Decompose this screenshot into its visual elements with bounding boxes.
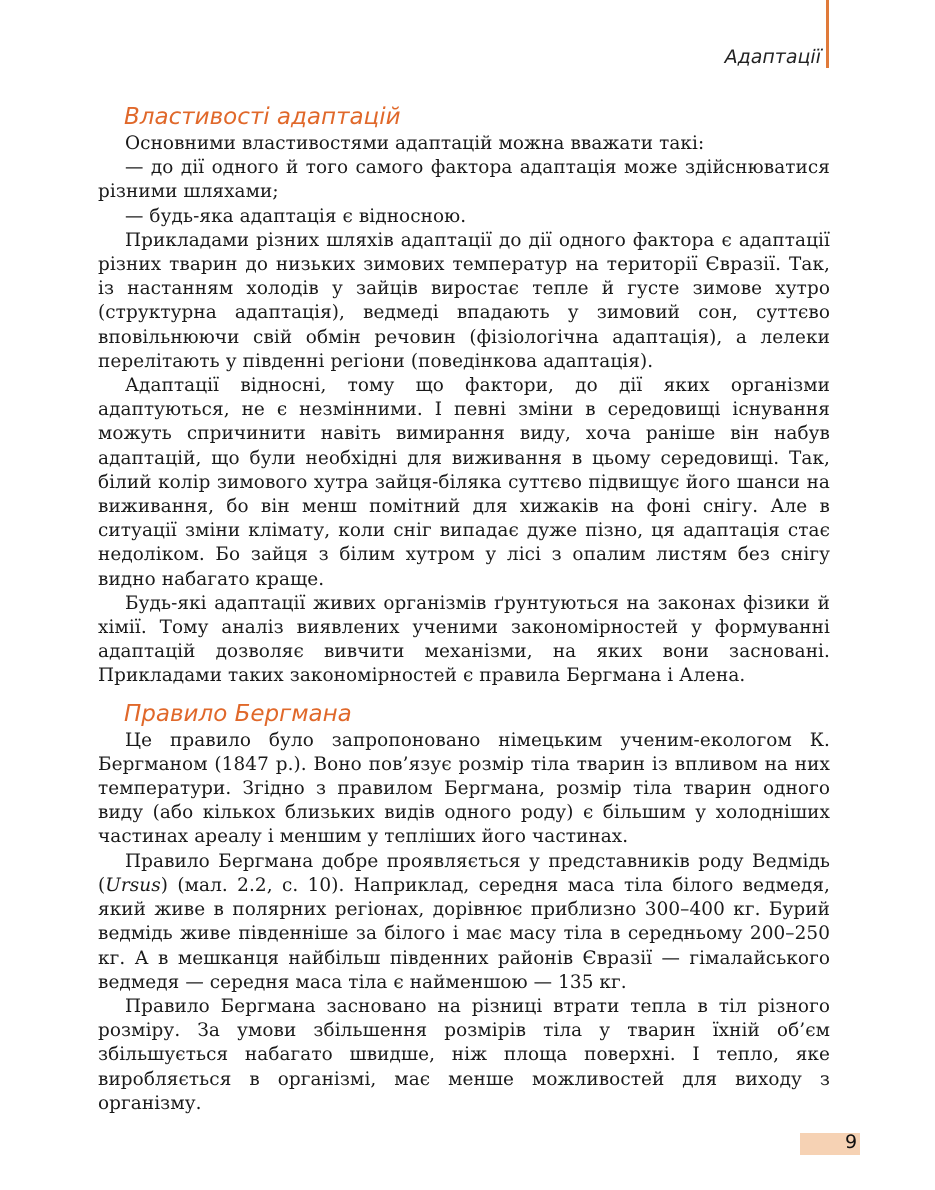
paragraph	[98, 850, 830, 995]
paragraph: Правило Бергмана засновано на різниці втрати тепла в тіл різного розміру. За умови збільшення розмірів тіла у тварин їхній об’єм збільшується набагато швидше, ніж площа поверхні. І тепло, яке виробляється в організмі, має менше можливостей для виходу з організму.	[98, 995, 830, 1114]
genus-name: Ursus	[105, 874, 161, 896]
paragraph: Основними властивостями адаптацій можна вважати такі:	[125, 133, 705, 154]
section-heading-bergman: Правило Бергмана	[124, 700, 352, 727]
list-item: — до дії одного й того самого фактора адаптація може здійснюватися різними шляхами;	[98, 157, 830, 203]
paragraph: Прикладами різних шляхів адаптації до дії одного фактора є адаптації різних тварин до низьких зимових температур на території Євразії. Так, із настанням холодів у зайців виростає тепле й густе зимове хутро (структурна адаптація), ведмеді впадають у зимовий сон, суттєво вповільнюючи свій обмін речовин (фізіологічна адаптація), а лелеки перелітають у південні регіони (поведінкова адаптація).	[98, 229, 830, 372]
paragraph: Будь-які адаптації живих організмів ґрунтуються на законах фізики й хімії. Тому аналіз виявлених ученими закономірностей у формуванні адаптацій дозволяє вивчити механізми, на яких вони засновані. Прикладами таких закономірностей є правила Бергмана і Алена.	[98, 592, 830, 687]
list-item: — будь-яка адаптація є відносною.	[125, 205, 467, 227]
text-run: ) (мал. 2.2, с. 10). Наприклад, середня маса тіла білого ведмедя, який живе в полярних регіонах, дорівнює приблизно 300–400 кг. Бурий ведмідь живе південніше за білого і має масу тіла в середньому 200–250 кг. А в мешканця найбільш південних районів Євразії — гімалайського ведмедя — середня маса тіла є найменшою — 135 кг.	[98, 874, 830, 993]
paragraph: Адаптації відносні, тому що фактори, до дії яких організми адаптуються, не є незмінними. І певні зміни в середовищі існування можуть спричинити навіть вимирання виду, хоча раніше він набув адаптацій, що були необхідні для виживання в цьому середовищі. Так, білий колір зимового хутра зайця-біляка суттєво підвищує його шанси на виживання, бо він менш помітний для хижаків на фоні снігу. Але в ситуації зміни клімату, коли сніг випадає дуже пізно, ця адаптація стає недоліком. Бо зайця з білим хутром у лісі з опалим листям без снігу видно набагато краще.	[98, 375, 830, 590]
page-content	[98, 102, 830, 1116]
paragraph: Це правило було запропоновано німецьким ученим-екологом К. Бергманом (1847 р.). Воно пов’язує розмір тіла тварин із впливом на них температури. Згідно з правилом Бергмана, розмір тіла тварин одного виду (або кількох близьких видів одного роду) є більшим у холодніших частинах ареалу і меншим у тепліших його частинах.	[98, 729, 830, 848]
text-run: Правило Бергмана добре проявляється у представників роду Ведмідь (	[98, 850, 830, 896]
header-accent-rule	[826, 0, 829, 68]
page-number: 9	[845, 1131, 858, 1153]
section-heading-properties: Властивості адаптацій	[124, 104, 401, 130]
running-title: Адаптації	[724, 46, 821, 68]
